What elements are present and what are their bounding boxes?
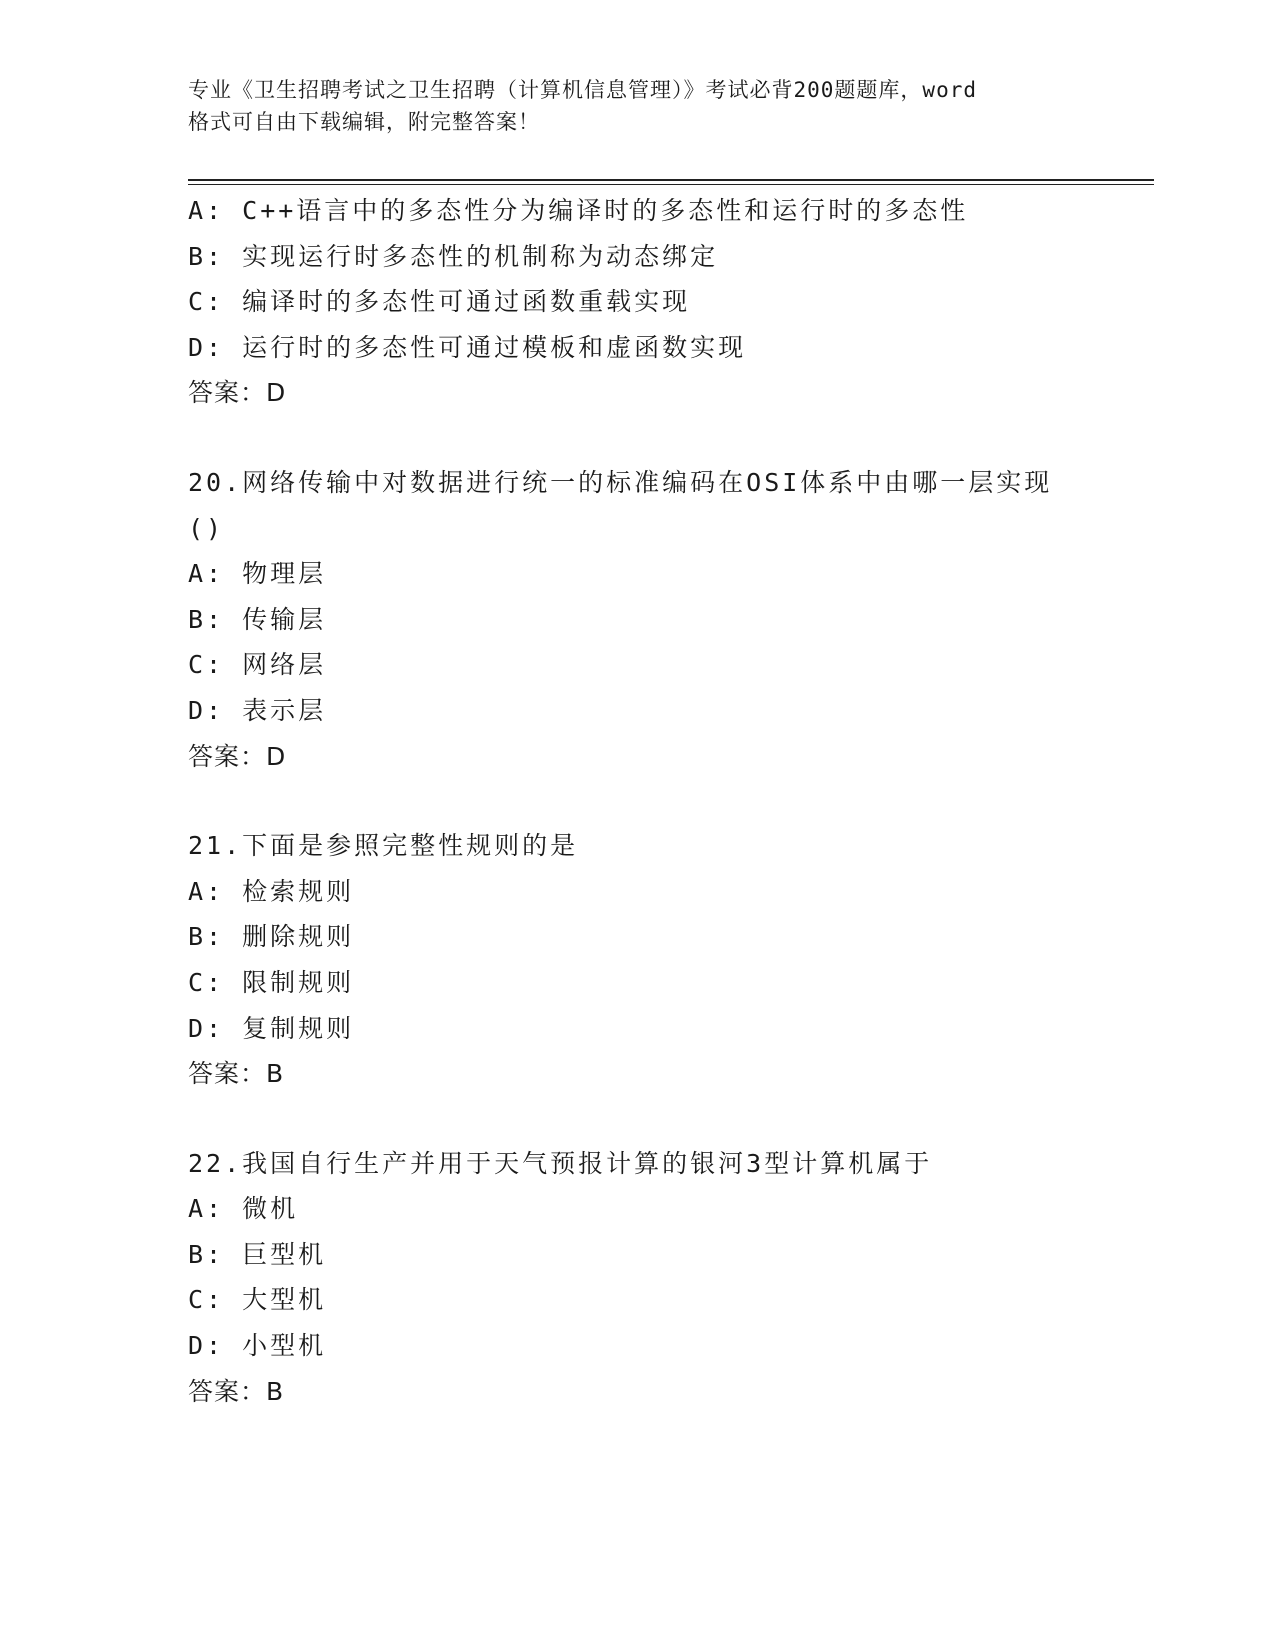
- q19-option-b: B: 实现运行时多态性的机制称为动态绑定: [188, 241, 719, 271]
- q22-option-c: C: 大型机: [188, 1285, 327, 1315]
- question-21-block: [188, 823, 1148, 1097]
- question-spacer: [188, 779, 1148, 823]
- q20-option-d: D: 表示层: [188, 695, 327, 725]
- question-spacer: [188, 1097, 1148, 1141]
- question-19-block: [188, 188, 1148, 416]
- q22-option-a: A: 微机: [188, 1194, 299, 1224]
- q19-option-a: A: C++语言中的多态性分为编译时的多态性和运行时的多态性: [188, 196, 969, 225]
- header-title-line-1: 专业《卫生招聘考试之卫生招聘（计算机信息管理）》考试必背200题题库，word: [188, 78, 977, 102]
- q22-option-b: B: 巨型机: [188, 1239, 327, 1269]
- q21-stem: 21.下面是参照完整性规则的是: [188, 831, 579, 861]
- question-spacer: [188, 416, 1148, 460]
- q21-answer: 答案：B: [188, 1059, 285, 1089]
- q22-option-d: D: 小型机: [188, 1331, 327, 1361]
- q20-option-a: A: 物理层: [188, 559, 327, 589]
- q21-option-a: A: 检索规则: [188, 876, 355, 906]
- q19-option-c: C: 编译时的多态性可通过函数重载实现: [188, 287, 691, 317]
- q20-option-b: B: 传输层: [188, 604, 327, 634]
- q20-option-c: C: 网络层: [188, 650, 327, 680]
- question-20-block: [188, 460, 1148, 779]
- header-rule-thin: [188, 184, 1154, 185]
- header-title-line-2: 格式可自由下载编辑，附完整答案！: [188, 110, 540, 134]
- q20-answer: 答案：D: [188, 741, 287, 771]
- question-22-block: [188, 1141, 1148, 1415]
- q20-stem-line-2: (): [188, 513, 225, 543]
- q22-stem: 22.我国自行生产并用于天气预报计算的银河3型计算机属于: [188, 1148, 933, 1178]
- document-header: [188, 74, 1108, 138]
- question-content: [188, 188, 1148, 1414]
- q21-option-d: D: 复制规则: [188, 1013, 355, 1043]
- q21-option-b: B: 删除规则: [188, 922, 355, 952]
- q21-option-c: C: 限制规则: [188, 967, 355, 997]
- q19-option-d: D: 运行时的多态性可通过模板和虚函数实现: [188, 332, 747, 362]
- q19-answer: 答案：D: [188, 378, 287, 408]
- q22-answer: 答案：B: [188, 1376, 285, 1406]
- q20-stem-line-1: 20.网络传输中对数据进行统一的标准编码在OSI体系中由哪一层实现: [188, 467, 1053, 497]
- header-rule-thick: [188, 179, 1154, 181]
